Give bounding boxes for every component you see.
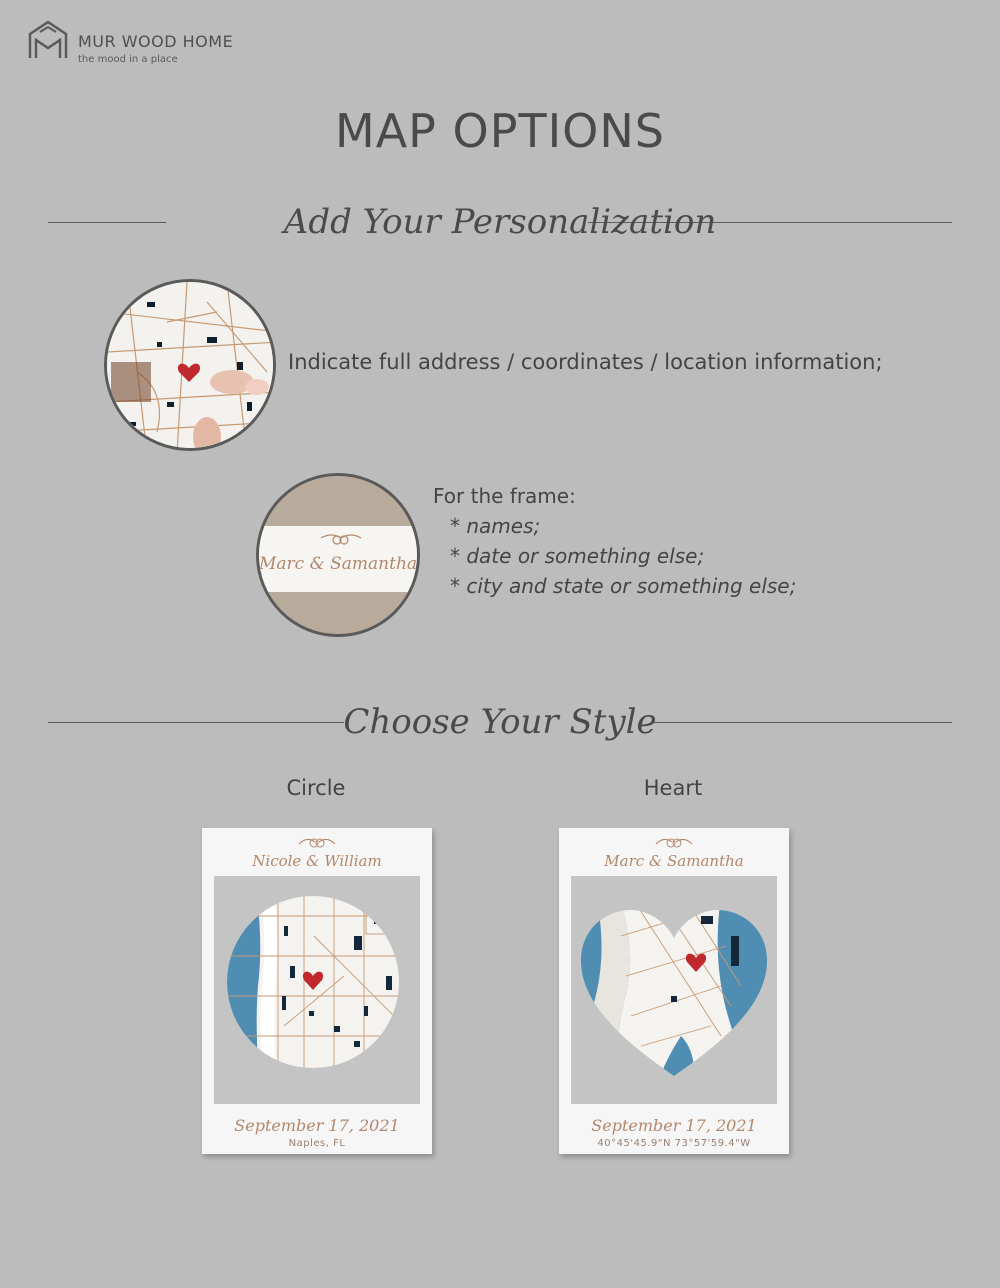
- page-title: MAP OPTIONS: [335, 104, 665, 158]
- circle-style-frame[interactable]: [202, 828, 432, 1154]
- frame-date: September 17, 2021: [591, 1116, 757, 1135]
- circle-map: [214, 876, 420, 1104]
- personalization-heading: [0, 202, 1000, 242]
- rings-ornament-icon: [297, 834, 337, 850]
- address-sample-image: [104, 279, 276, 451]
- personalization-heading-text: Add Your Personalization: [283, 202, 717, 242]
- frame-info-item: * names;: [450, 514, 541, 538]
- frame-info-item: * city and state or something else;: [450, 574, 797, 598]
- heart-map: [571, 876, 777, 1104]
- sample-engraved-names: Marc & Samantha: [259, 554, 418, 574]
- style-option-heart-label[interactable]: Heart: [643, 776, 703, 800]
- style-heading-text: Choose Your Style: [343, 702, 657, 742]
- house-logo-icon: [26, 18, 70, 62]
- brand-name: MUR WOOD HOME: [78, 32, 234, 51]
- address-instruction: Indicate full address / coordinates / location information;: [288, 350, 883, 374]
- rings-ornament-icon: [654, 834, 694, 850]
- style-option-circle-label[interactable]: Circle: [286, 776, 346, 800]
- frame-info-item: * date or something else;: [450, 544, 705, 568]
- frame-window: [214, 876, 420, 1104]
- frame-names: Marc & Samantha: [604, 852, 744, 870]
- frame-info-heading: For the frame:: [433, 484, 576, 508]
- brand-logo[interactable]: [26, 18, 266, 68]
- frame-sample-image: [256, 473, 420, 637]
- frame-window: [571, 876, 777, 1104]
- frame-date: September 17, 2021: [234, 1116, 400, 1135]
- style-heading: [0, 702, 1000, 742]
- heart-style-frame[interactable]: [559, 828, 789, 1154]
- frame-names: Nicole & William: [252, 852, 382, 870]
- frame-location: 40°45'45.9"N 73°57'59.4"W: [597, 1138, 751, 1149]
- frame-location: Naples, FL: [288, 1138, 346, 1149]
- brand-tagline: the mood in a place: [78, 54, 178, 65]
